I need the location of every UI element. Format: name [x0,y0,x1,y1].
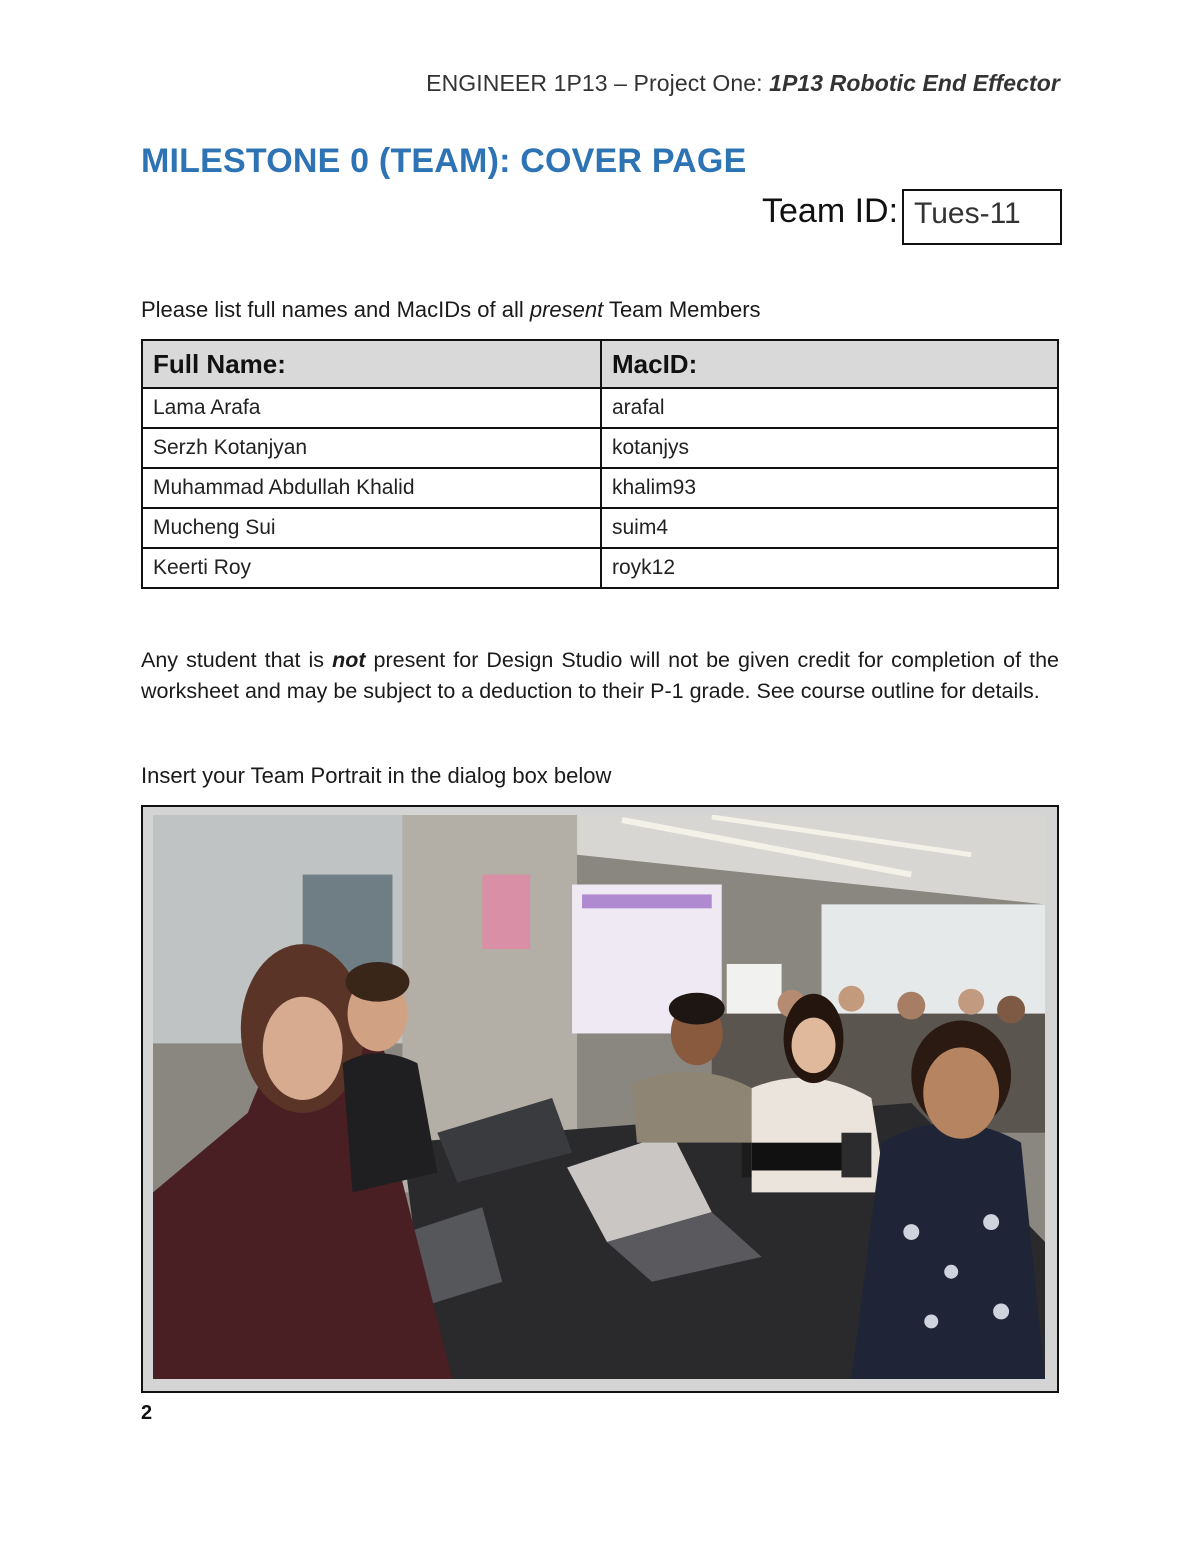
member-macid[interactable]: royk12 [601,548,1058,588]
header-full-name: Full Name: [142,340,601,388]
team-portrait-image [153,815,1045,1379]
attendance-notice [141,645,1059,707]
notice-text-2: present for Design Studio will not be given credit for completion of the worksheet and may be subject to a deduction to their P-1 grade. See course outline for details. [141,648,1060,703]
team-id-label: Team ID: [762,192,899,230]
team-id-field[interactable]: Tues-11 [902,189,1062,245]
member-name[interactable]: Muhammad Abdullah Khalid [142,468,601,508]
header-project: 1P13 Robotic End Effector [769,70,1060,96]
portrait-instruction: Insert your Team Portrait in the dialog box below [141,763,612,788]
member-macid[interactable]: arafal [601,388,1058,428]
notice-emphasis: not [332,648,366,672]
instruction-text-1: Please list full names and MacIDs of all [141,297,530,322]
instruction-emphasis: present [529,297,604,322]
header-macid: MacID: [601,340,1058,388]
member-macid[interactable]: kotanjys [601,428,1058,468]
table-row [142,468,1058,508]
member-name[interactable]: Keerti Roy [142,548,601,588]
team-members-table [141,339,1059,589]
member-name[interactable]: Lama Arafa [142,388,601,428]
table-header-row [142,340,1058,388]
page-header [426,70,1060,97]
table-row [142,508,1058,548]
member-name[interactable]: Serzh Kotanjyan [142,428,601,468]
table-row [142,428,1058,468]
team-portrait-frame[interactable] [141,805,1059,1393]
member-instruction [141,297,761,323]
page-number: 2 [141,1402,153,1424]
member-macid[interactable]: suim4 [601,508,1058,548]
notice-text-1: Any student that is [141,648,333,672]
header-course: ENGINEER 1P13 – Project One: [426,70,770,96]
member-name[interactable]: Mucheng Sui [142,508,601,548]
table-row [142,548,1058,588]
instruction-text-2: Team Members [603,297,761,322]
team-portrait-illustration [153,815,1045,1379]
page-title: MILESTONE 0 (TEAM): COVER PAGE [141,142,747,180]
table-row [142,388,1058,428]
member-macid[interactable]: khalim93 [601,468,1058,508]
